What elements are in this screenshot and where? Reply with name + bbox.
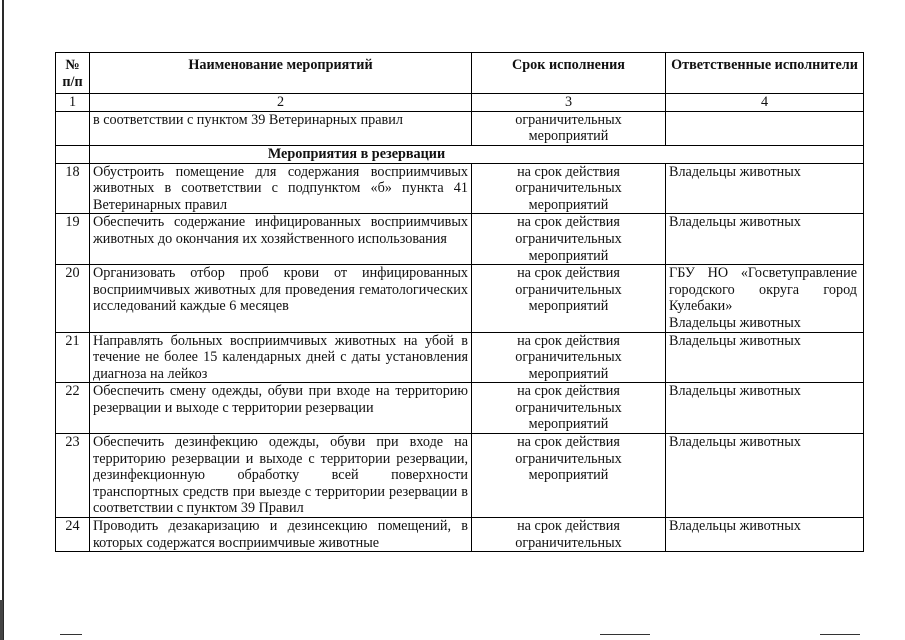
table-row [56, 434, 864, 518]
row-term: на срок действия ограничительных [472, 518, 666, 552]
row-term: на срок действия ограничительных мероприятий [472, 163, 666, 214]
header-name: Наименование мероприятий [90, 53, 472, 94]
table-row [56, 163, 864, 214]
row-term: ограничительных мероприятий [472, 111, 666, 145]
table-row [56, 383, 864, 434]
col-number: 1 [56, 94, 90, 112]
table-row [56, 265, 864, 332]
row-num [56, 145, 90, 163]
row-measure: Обеспечить содержание инфицированных восприимчивых животных до окончания их хозяйственного использования [90, 214, 472, 265]
row-num: 18 [56, 163, 90, 214]
scan-bottom-mark [60, 634, 82, 635]
row-num: 24 [56, 518, 90, 552]
row-measure: Проводить дезакаризацию и дезинсекцию помещений, в которых содержатся восприимчивые животные [90, 518, 472, 552]
table-row [56, 214, 864, 265]
row-measure: Организовать отбор проб крови от инфицированных восприимчивых животных для проведения гематологических исследований каждые 6 месяцев [90, 265, 472, 332]
row-term: на срок действия ограничительных мероприятий [472, 383, 666, 434]
table-header-row [56, 53, 864, 94]
row-num: 20 [56, 265, 90, 332]
row-num: 19 [56, 214, 90, 265]
scan-bottom-mark [600, 634, 650, 635]
row-term: на срок действия ограничительных мероприятий [472, 265, 666, 332]
col-number: 4 [666, 94, 864, 112]
row-responsible [666, 111, 864, 145]
scan-edge-mark [0, 600, 3, 640]
row-num: 21 [56, 332, 90, 383]
header-responsible: Ответственные исполнители [666, 53, 864, 94]
column-numbers-row [56, 94, 864, 112]
row-measure: Обеспечить дезинфекцию одежды, обуви при входе на территорию резервации и выходе с территории резервации, дезинфекционную обработку всей поверхности транспортных средств при выезде с территории резервации в соответствии с пунктом 39 Правил [90, 434, 472, 518]
header-term: Срок исполнения [472, 53, 666, 94]
row-responsible [666, 265, 864, 332]
row-term: на срок действия ограничительных мероприятий [472, 332, 666, 383]
row-responsible: Владельцы животных [666, 163, 864, 214]
row-responsible: Владельцы животных [666, 214, 864, 265]
section-title: Мероприятия в резервации [90, 145, 864, 163]
measures-table [55, 52, 864, 552]
col-number: 2 [90, 94, 472, 112]
row-responsible: Владельцы животных [666, 383, 864, 434]
header-num: № п/п [56, 53, 90, 94]
continuation-row [56, 111, 864, 145]
responsible-org: ГБУ НО «Госветуправление городского округа город Кулебаки» [669, 265, 857, 315]
row-responsible: Владельцы животных [666, 332, 864, 383]
row-measure: Обустроить помещение для содержания восприимчивых животных в соответствии с подпунктом «б» пункта 41 Ветеринарных правил [90, 163, 472, 214]
row-term: на срок действия ограничительных мероприятий [472, 434, 666, 518]
row-num [56, 111, 90, 145]
responsible-owners: Владельцы животных [669, 314, 801, 331]
section-row [56, 145, 864, 163]
row-measure: Обеспечить смену одежды, обуви при входе на территорию резервации и выходе с территории резервации [90, 383, 472, 434]
row-responsible: Владельцы животных [666, 434, 864, 518]
scan-bottom-mark [820, 634, 860, 635]
scan-edge-line [2, 0, 4, 640]
row-measure: в соответствии с пунктом 39 Ветеринарных правил [90, 111, 472, 145]
table-row [56, 518, 864, 552]
row-num: 22 [56, 383, 90, 434]
row-num: 23 [56, 434, 90, 518]
row-measure: Направлять больных восприимчивых животных на убой в течение не более 15 календарных дней с даты установления диагноза на лейкоз [90, 332, 472, 383]
row-term: на срок действия ограничительных мероприятий [472, 214, 666, 265]
row-responsible: Владельцы животных [666, 518, 864, 552]
col-number: 3 [472, 94, 666, 112]
table-row [56, 332, 864, 383]
